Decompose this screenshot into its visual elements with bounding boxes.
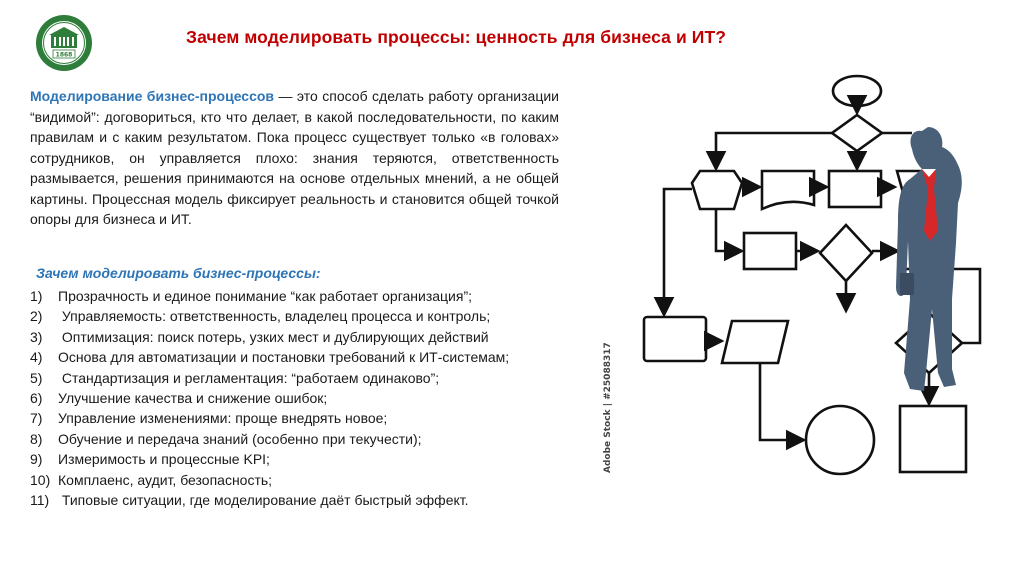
list-item-number: 7) [30, 410, 43, 427]
list-item-text: Стандартизация и регламентация: “работаем одинаково”; [58, 369, 440, 386]
list-item-text: Обучение и передача знаний (особенно при текучести); [58, 430, 422, 447]
university-logo [35, 14, 93, 72]
list-item-text: Комплаенс, аудит, безопасность; [58, 471, 273, 488]
list-item [30, 388, 590, 408]
list-item [30, 306, 590, 326]
page-title: Зачем моделировать процессы: ценность для бизнеса и ИТ? [186, 27, 727, 47]
list-item-number: 3) [30, 328, 43, 345]
process-box-2 [744, 233, 796, 269]
list-item [30, 286, 590, 306]
list-item-number: 9) [30, 451, 43, 468]
list-item-text: Прозрачность и единое понимание “как работает организация”; [58, 288, 473, 304]
list-item [30, 429, 590, 449]
list-item-text: Управляемость: ответственность, владелец процесса и контроль; [58, 308, 491, 325]
list-item-text: Измеримость и процессные KPI; [58, 451, 270, 468]
list-item-number: 1) [30, 288, 43, 304]
list-item-text: Типовые ситуации, где моделирование даёт быстрый эффект. [58, 491, 469, 508]
intro-paragraph [30, 86, 559, 230]
list-item [30, 327, 590, 347]
decision-top [832, 115, 882, 151]
intro-lead: Моделирование бизнес-процессов [30, 88, 275, 104]
data-box [644, 317, 706, 361]
stock-watermark: Adobe Stock | #25088317 [603, 342, 613, 473]
list-item-number: 5) [30, 369, 43, 386]
list-item [30, 408, 590, 428]
list-item-text: Основа для автоматизации и постановки требований к ИТ-системам; [58, 349, 510, 366]
reasons-list [30, 286, 590, 510]
list-item-text: Оптимизация: поиск потерь, узких мест и дублирующих действий [58, 328, 489, 345]
decision-left [692, 171, 742, 209]
list-item [30, 470, 590, 490]
end-circle [806, 406, 874, 474]
process-box-1 [829, 171, 881, 207]
list-item-number: 2) [30, 308, 43, 325]
list-item-number: 8) [30, 430, 43, 447]
list-item-number: 6) [30, 389, 43, 406]
start-terminal [833, 76, 881, 106]
list-item-number: 4) [30, 349, 43, 366]
list-item [30, 347, 590, 367]
parallelogram [722, 321, 788, 363]
process-box-4 [900, 406, 966, 472]
logo-year: 1868 [55, 51, 73, 59]
reasons-heading: Зачем моделировать бизнес-процессы: [36, 265, 321, 281]
list-item [30, 490, 590, 510]
decision-middle [820, 225, 872, 281]
flowchart-illustration [592, 73, 1016, 493]
list-item [30, 449, 590, 469]
list-item [30, 368, 590, 388]
list-item-number: 11) [30, 491, 50, 508]
intro-text: — это способ сделать работу организации “видимой”: договориться, кто что делает, в какой последовательности, по каким правилам и с каким результатом. Пока процесс существует только «в головах» сотрудников, он управляется плохо: знания теряются, ответственность размывается, решения принимаются на основе отдельных мнений, а не общей картины. Процессная модель фиксирует реальность и становится общей точкой опоры для бизнеса и ИТ. [30, 88, 559, 227]
list-item-number: 10) [30, 471, 51, 488]
list-item-text: Улучшение качества и снижение ошибок; [58, 389, 328, 406]
document-shape [762, 171, 814, 209]
list-item-text: Управление изменениями: проще внедрять новое; [58, 410, 388, 427]
